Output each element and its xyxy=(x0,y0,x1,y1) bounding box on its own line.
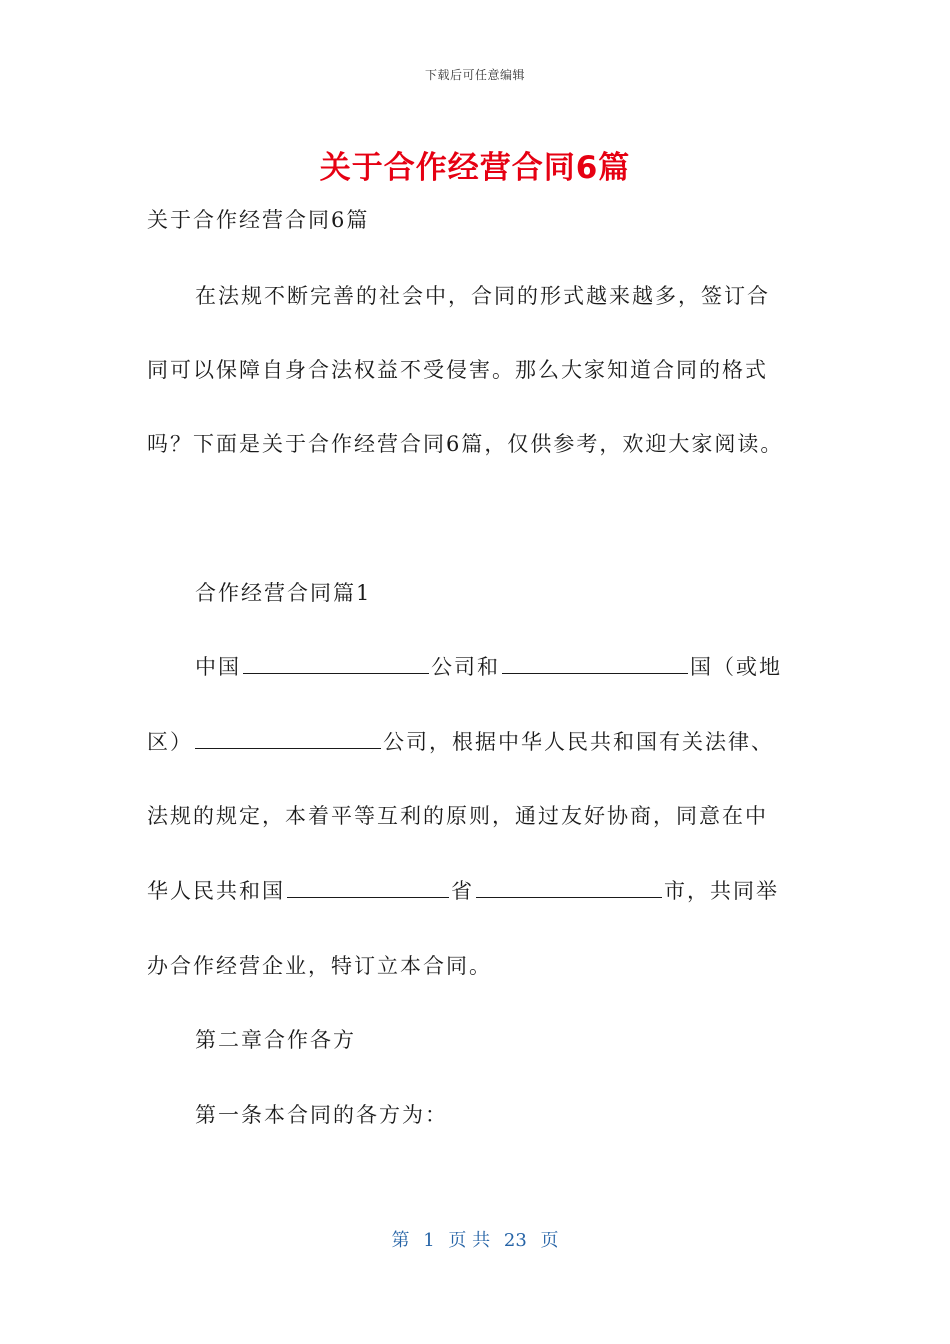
article-1: 第一条本合同的各方为： xyxy=(195,1103,448,1127)
clause-text: 华人民共和国 xyxy=(147,879,285,903)
section-heading: 合作经营合同篇1 xyxy=(195,581,372,605)
clause-line-2 xyxy=(147,727,827,757)
intro-line-3: 吗？下面是关于合作经营合同6篇，仅供参考，欢迎大家阅读。 xyxy=(147,432,784,456)
clause-text: 国（或地 xyxy=(690,655,782,679)
intro-line-1: 在法规不断完善的社会中，合同的形式越来越多，签订合 xyxy=(195,284,770,308)
clause-line-1 xyxy=(195,652,875,682)
clause-text: 区） xyxy=(147,730,193,754)
chapter-heading: 第二章合作各方 xyxy=(195,1028,356,1052)
clause-text: 省 xyxy=(451,879,474,903)
clause-line-4 xyxy=(147,876,827,906)
clause-line-3: 法规的规定，本着平等互利的原则，通过友好协商，同意在中 xyxy=(147,804,768,828)
footer-prefix: 第 xyxy=(391,1230,410,1251)
fill-blank xyxy=(243,653,429,674)
footer-mid: 页 共 xyxy=(448,1230,491,1251)
clause-text: 公司，根据中华人民共和国有关法律、 xyxy=(383,730,774,754)
fill-blank xyxy=(502,653,688,674)
fill-blank xyxy=(476,877,662,898)
intro-line-2: 同可以保障自身合法权益不受侵害。那么大家知道合同的格式 xyxy=(147,358,768,382)
clause-text: 中国 xyxy=(195,655,241,679)
header-note: 下载后可任意编辑 xyxy=(424,68,525,82)
page-footer xyxy=(0,1226,950,1252)
footer-total-pages: 23 xyxy=(503,1230,527,1251)
footer-suffix: 页 xyxy=(540,1230,559,1251)
clause-text: 公司和 xyxy=(431,655,500,679)
clause-line-5: 办合作经营企业，特订立本合同。 xyxy=(147,954,492,978)
fill-blank xyxy=(287,877,449,898)
document-title: 关于合作经营合同6篇 xyxy=(319,150,631,186)
clause-text: 市，共同举 xyxy=(664,879,779,903)
footer-page-number: 1 xyxy=(423,1230,435,1251)
document-subtitle: 关于合作经营合同6篇 xyxy=(147,208,370,232)
fill-blank xyxy=(195,728,381,749)
